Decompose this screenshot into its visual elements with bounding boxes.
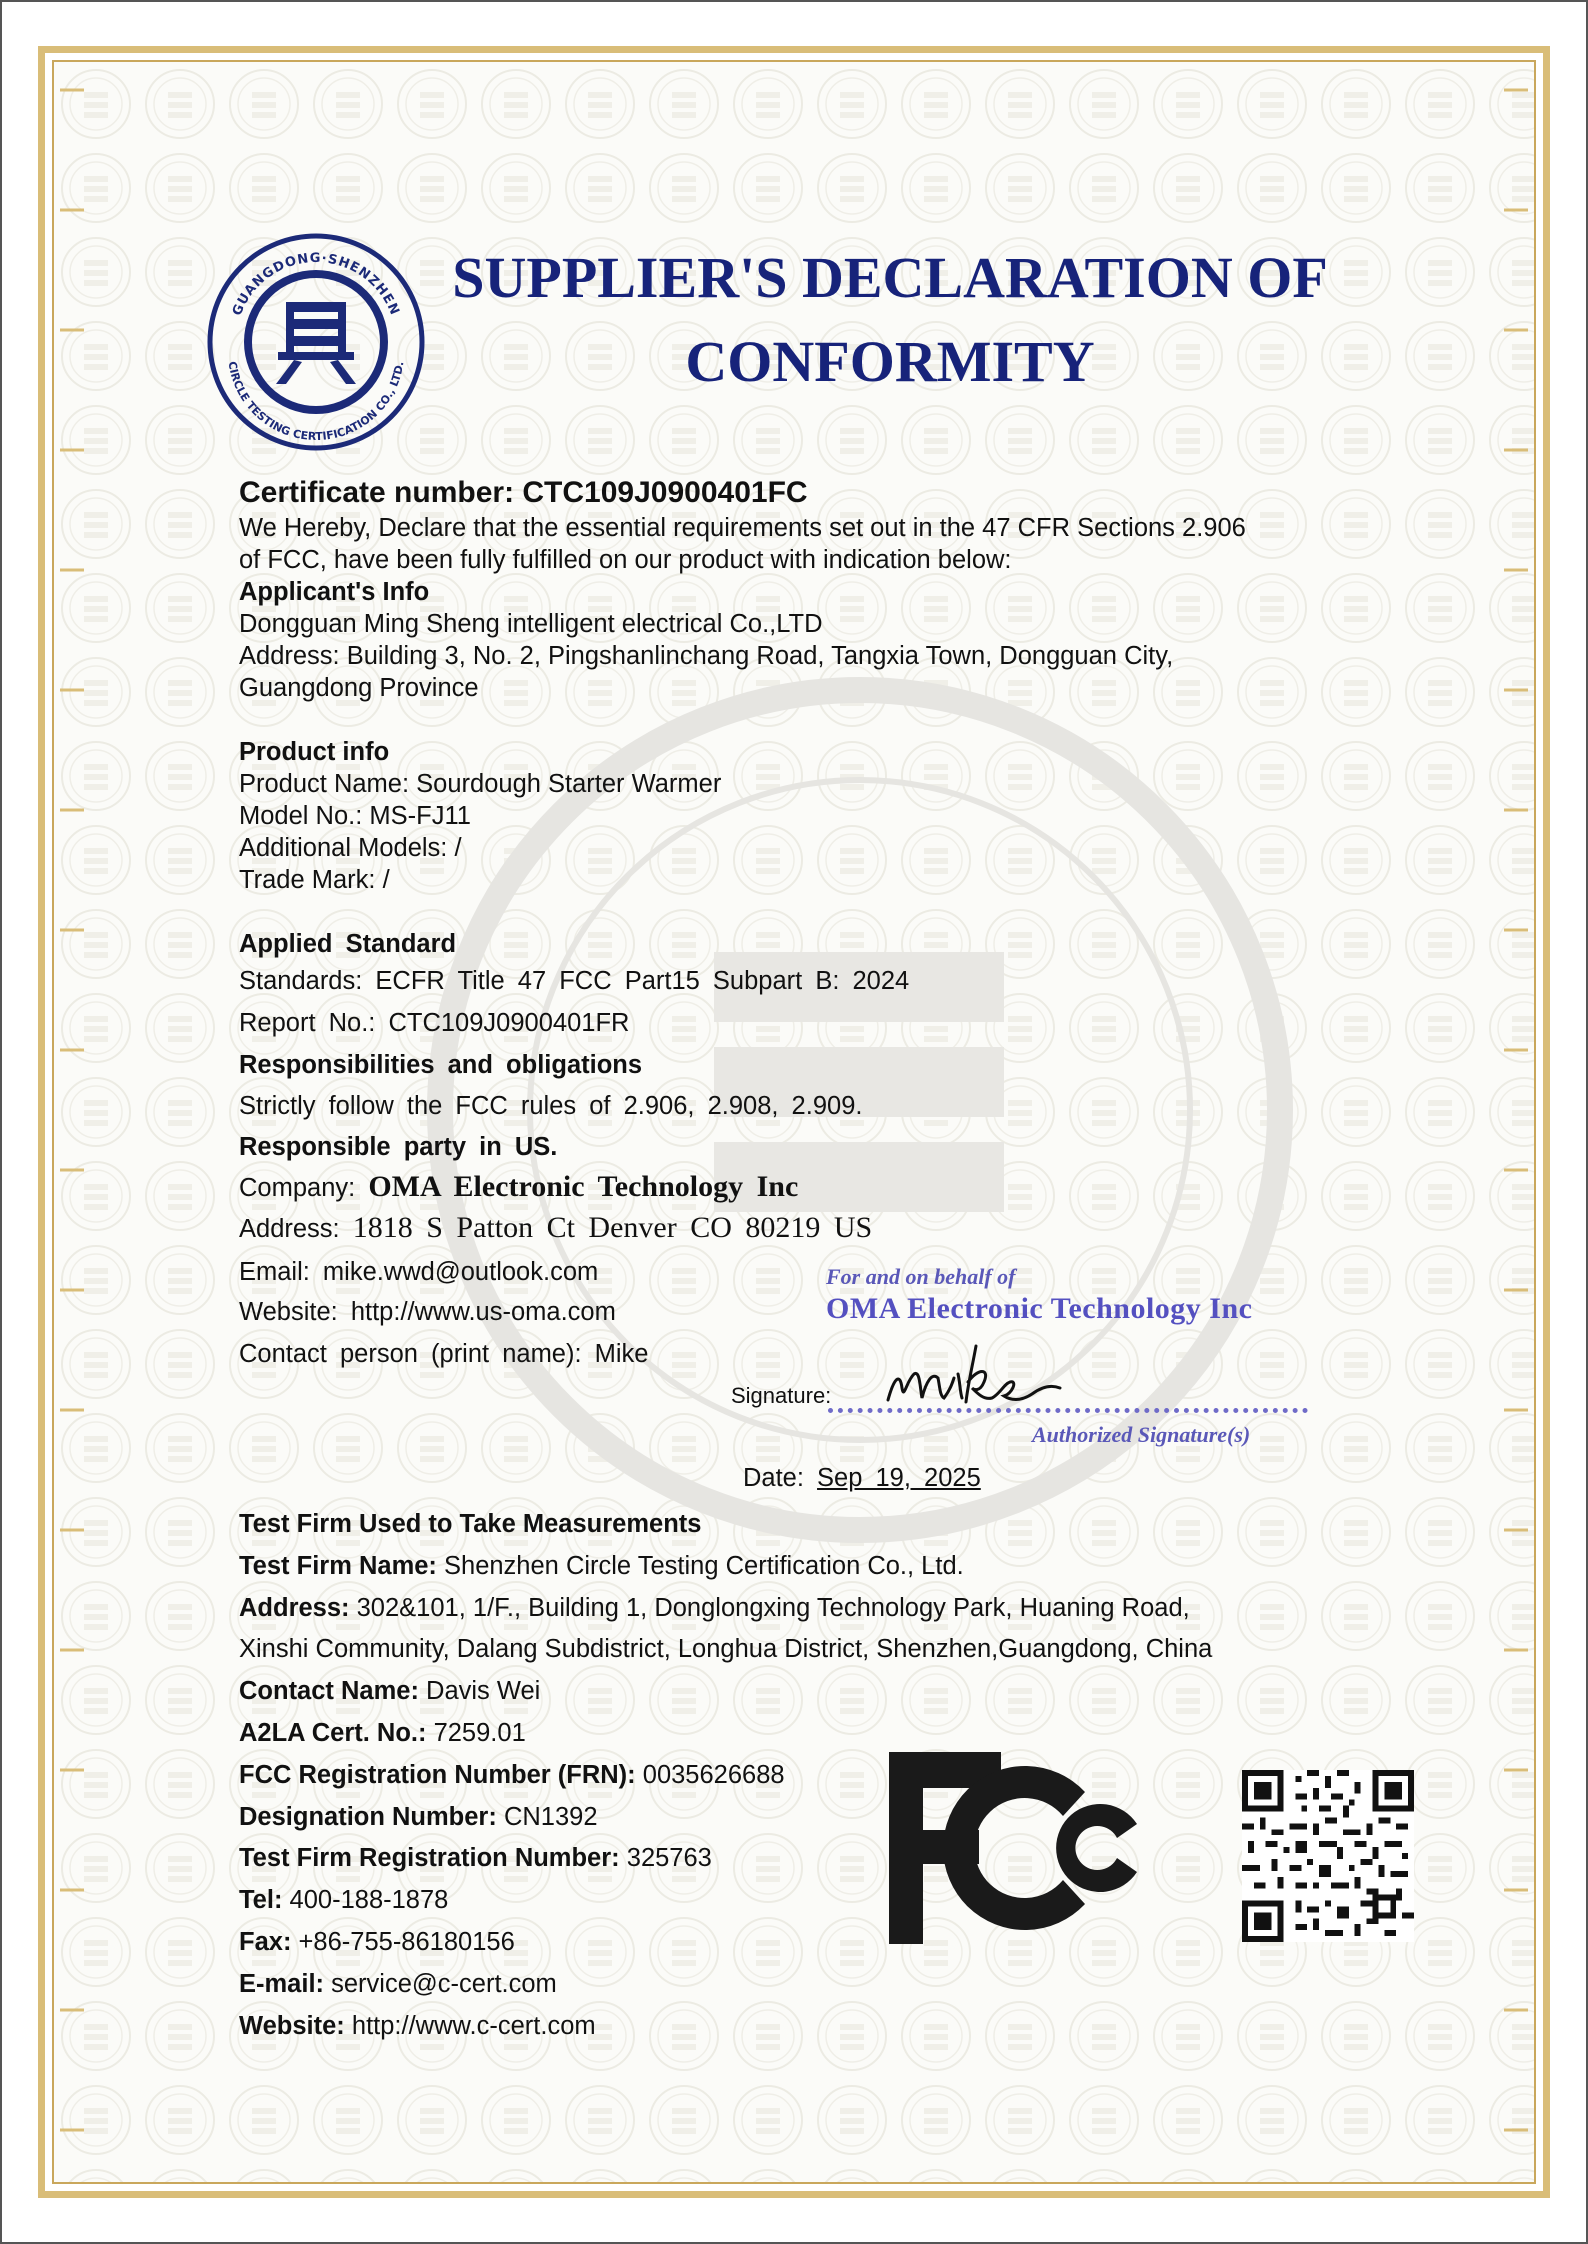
certificate-title (410, 236, 1370, 404)
product-name: Product Name: Sourdough Starter Warmer (239, 770, 722, 798)
test-firm-tel: Tel: 400-188-1878 (239, 1886, 449, 1915)
fcc-logo-icon (885, 1748, 1157, 1948)
report-number: Report No.: CTC109J0900401FR (239, 1009, 630, 1037)
applicant-address-1: Address: Building 3, No. 2, Pingshanlinchang Road, Tangxia Town, Dongguan City, (239, 642, 1174, 670)
certificate-body (239, 474, 1419, 896)
standard-heading: Applied Standard (239, 930, 457, 958)
responsible-email: Email: mike.wwd@outlook.com (239, 1258, 599, 1286)
company-seal-logo (206, 232, 426, 452)
date-label: Date: (743, 1464, 804, 1492)
test-firm-fax: Fax: +86-755-86180156 (239, 1927, 515, 1956)
title-line-1: SUPPLIER'S DECLARATION OF (452, 245, 1328, 310)
right-gold-ticks (1500, 70, 1528, 2170)
test-firm-address-2: Xinshi Community, Dalang Subdistrict, Longhua District, Shenzhen,Guangdong, China (239, 1635, 1213, 1664)
applicant-heading: Applicant's Info (239, 578, 430, 606)
responsibilities-heading: Responsibilities and obligations (239, 1051, 643, 1079)
certificate-number: Certificate number: CTC109J0900401FC (239, 476, 808, 509)
responsible-website: Website: http://www.us-oma.com (239, 1298, 616, 1326)
product-additional-models: Additional Models: / (239, 834, 462, 862)
stamp-company: OMA Electronic Technology Inc (826, 1292, 1253, 1325)
test-firm-website: Website: http://www.c-cert.com (239, 2011, 596, 2040)
responsibilities-text: Strictly follow the FCC rules of 2.906, 2.908, 2.909. (239, 1092, 863, 1120)
authorization-stamp (826, 1264, 1346, 1326)
responsible-company-name: OMA Electronic Technology Inc (368, 1170, 799, 1203)
responsible-address: Address: 1818 S Patton Ct Denver CO 80219 US (239, 1211, 873, 1244)
declaration-line-2: of FCC, have been fully fulfilled on our product with indication below: (239, 546, 1012, 574)
test-firm-section (239, 1504, 1379, 2047)
date-row (743, 1464, 981, 1493)
contact-person: Contact person (print name): Mike (239, 1340, 649, 1368)
signature-dotted-line (828, 1408, 1308, 1413)
responsible-address-value: 1818 S Patton Ct Denver CO 80219 US (352, 1211, 873, 1244)
date-value: Sep 19, 2025 (817, 1464, 981, 1492)
responsible-party-heading: Responsible party in US. (239, 1133, 558, 1161)
left-gold-ticks (60, 70, 88, 2170)
test-firm-frn: FCC Registration Number (FRN): 0035626688 (239, 1760, 785, 1789)
responsible-company: Company: OMA Electronic Technology Inc (239, 1170, 799, 1203)
test-firm-designation: Designation Number: CN1392 (239, 1802, 598, 1831)
applicant-address-2: Guangdong Province (239, 674, 479, 702)
standards-value: Standards: ECFR Title 47 FCC Part15 Subpart B: 2024 (239, 967, 910, 995)
title-line-2: CONFORMITY (685, 329, 1095, 394)
product-model: Model No.: MS-FJ11 (239, 802, 471, 830)
svg-text:GUANGDONG·SHENZHEN: GUANGDONG·SHENZHEN (229, 250, 403, 318)
authorized-signature-caption: Authorized Signature(s) (1032, 1422, 1251, 1447)
test-firm-a2la: A2LA Cert. No.: 7259.01 (239, 1718, 526, 1747)
stamp-behalf-text: For and on behalf of (826, 1264, 1016, 1289)
svg-text:CIRCLE TESTING CERTIFICATION C: CIRCLE TESTING CERTIFICATION CO., LTD. (225, 360, 407, 444)
product-heading: Product info (239, 738, 390, 766)
test-firm-email: E-mail: service@c-cert.com (239, 1969, 557, 1998)
test-firm-heading: Test Firm Used to Take Measurements (239, 1510, 702, 1538)
test-firm-contact: Contact Name: Davis Wei (239, 1677, 541, 1706)
test-firm-name: Test Firm Name: Shenzhen Circle Testing Certification Co., Ltd. (239, 1551, 964, 1580)
signature-label: Signature: (731, 1383, 832, 1408)
qr-code-icon (1241, 1770, 1415, 1942)
test-firm-registration: Test Firm Registration Number: 325763 (239, 1844, 712, 1873)
applicant-name: Dongguan Ming Sheng intelligent electrical Co.,LTD (239, 610, 823, 638)
test-firm-address-1: Address: 302&101, 1/F., Building 1, Donglongxing Technology Park, Huaning Road, (239, 1593, 1190, 1622)
declaration-line-1: We Hereby, Declare that the essential requirements set out in the 47 CFR Sections 2.906 (239, 514, 1246, 542)
product-trademark: Trade Mark: / (239, 866, 390, 894)
